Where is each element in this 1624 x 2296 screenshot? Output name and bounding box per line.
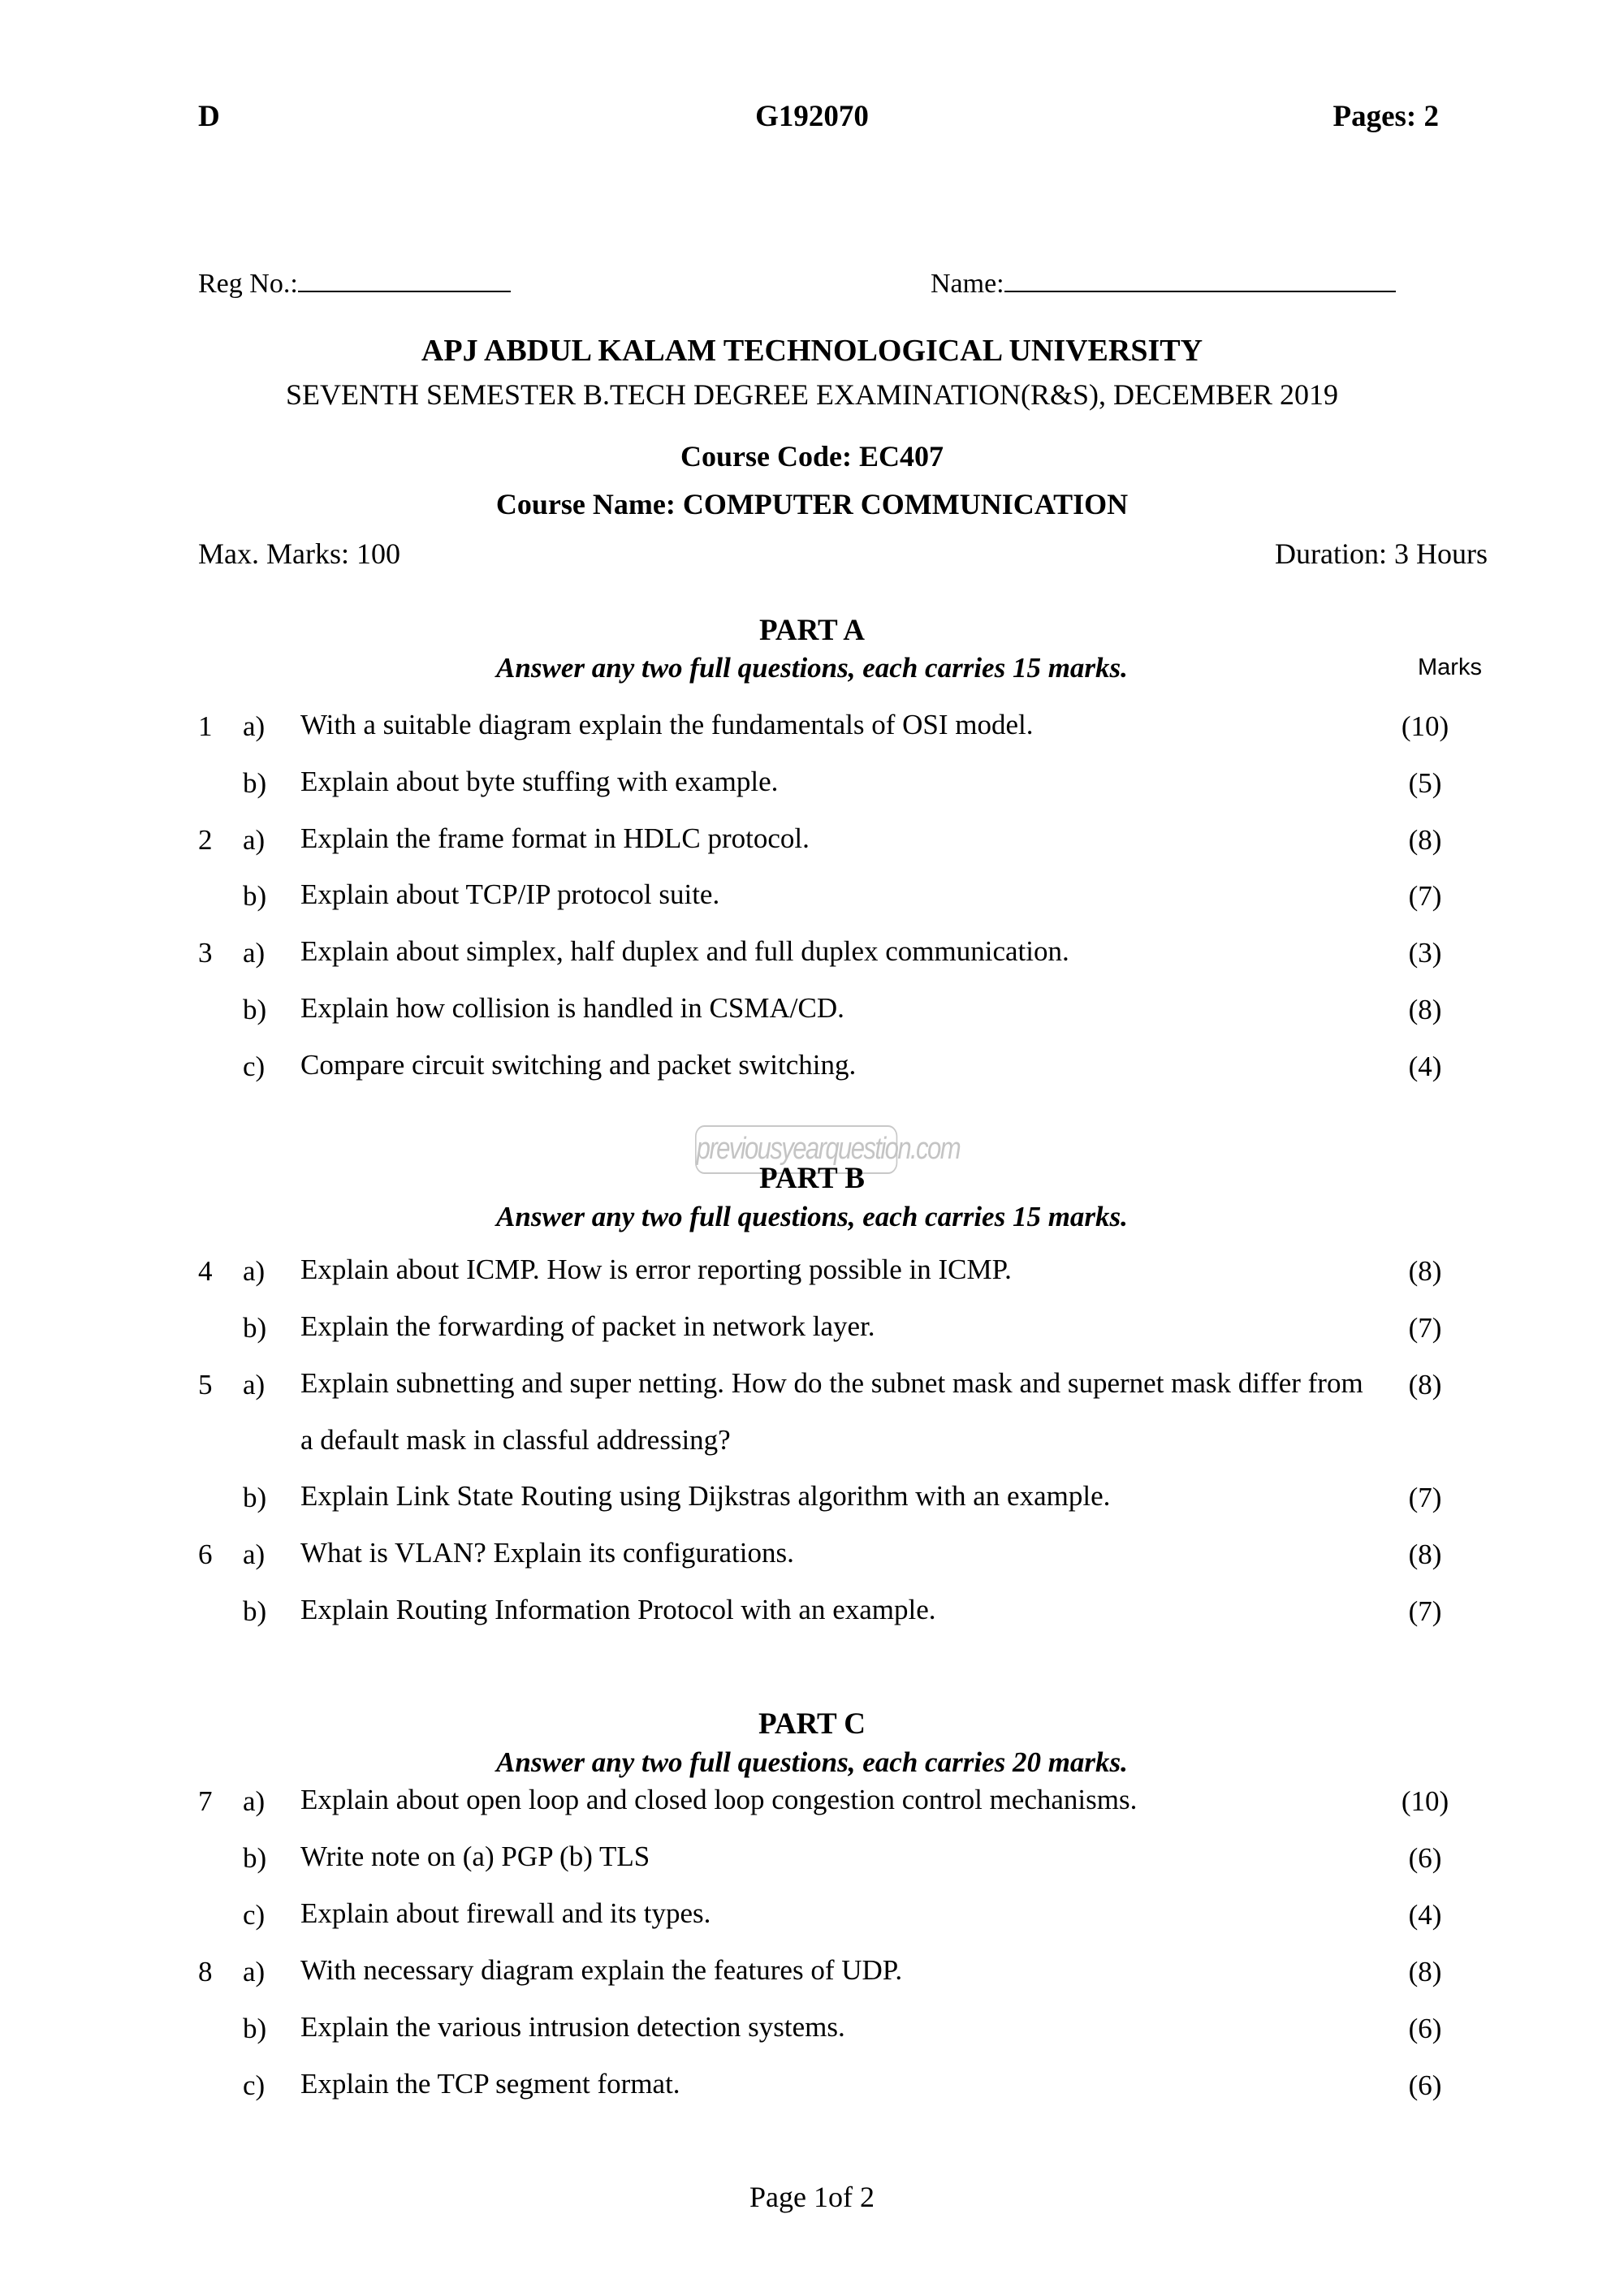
sub-question-label: a) (243, 1539, 266, 1570)
question-number: 2 (198, 824, 213, 856)
sub-question-label: a) (243, 937, 266, 969)
part-c-instruction: Answer any two full questions, each carries 20 marks. (496, 1746, 1128, 1778)
question-text: Explain subnetting and super netting. How do the subnet mask and supernet mask differ from a default mask in classful addressing? (300, 1367, 1363, 1456)
question-text: Explain Routing Information Protocol with an example. (300, 1594, 936, 1625)
question-text: Explain about simplex, half duplex and full duplex communication. (300, 935, 1069, 967)
question-number: 3 (198, 937, 213, 969)
question-number: 7 (198, 1785, 213, 1817)
part-b-title: PART B (759, 1162, 865, 1195)
question-text: What is VLAN? Explain its configurations. (300, 1537, 794, 1569)
question-marks: (4) (1408, 1051, 1442, 1082)
part-a-instruction: Answer any two full questions, each carries 15 marks. (496, 652, 1128, 684)
sub-question-label: b) (243, 1482, 267, 1513)
question-marks: (8) (1408, 994, 1442, 1025)
sub-question-label: b) (243, 767, 267, 799)
question-text: Explain how collision is handled in CSMA/CD. (300, 992, 844, 1024)
question-text: Explain Link State Routing using Dijkstras algorithm with an example. (300, 1480, 1111, 1512)
name-label: Name: (931, 269, 1004, 299)
sub-question-label: b) (243, 1312, 267, 1344)
course-name: Course Name: COMPUTER COMMUNICATION (495, 488, 1129, 520)
question-text: With necessary diagram explain the features of UDP. (300, 1954, 903, 1986)
question-marks: (10) (1401, 710, 1449, 742)
question-marks: (8) (1408, 1369, 1442, 1400)
question-text: Explain about byte stuffing with example. (300, 766, 779, 797)
name-blank (1004, 266, 1396, 292)
header-paper-id: G192070 (755, 100, 869, 133)
course-code: Course Code: EC407 (680, 440, 944, 473)
question-number: 6 (198, 1539, 213, 1570)
sub-question-label: a) (243, 1956, 266, 1987)
max-marks: Max. Marks: 100 (198, 537, 400, 570)
question-marks: (4) (1408, 1899, 1442, 1931)
question-number: 1 (198, 710, 213, 742)
question-text: With a suitable diagram explain the fundamentals of OSI model. (300, 709, 1034, 740)
question-marks: (8) (1408, 824, 1442, 856)
part-c-title: PART C (758, 1707, 866, 1741)
question-text: Compare circuit switching and packet switching. (300, 1049, 857, 1081)
sub-question-label: c) (243, 1051, 266, 1082)
duration: Duration: 3 Hours (1275, 537, 1488, 570)
question-marks: (7) (1408, 1595, 1442, 1627)
sub-question-label: a) (243, 824, 266, 856)
question-text: Explain about firewall and its types. (300, 1897, 711, 1929)
question-marks: (10) (1401, 1785, 1449, 1817)
question-text: Explain the forwarding of packet in network layer. (300, 1310, 875, 1342)
header-series-code: D (198, 100, 220, 133)
reg-no-label: Reg No.: (198, 269, 298, 299)
question-marks: (7) (1408, 1482, 1442, 1513)
sub-question-label: a) (243, 1369, 266, 1400)
sub-question-label: b) (243, 1842, 267, 1874)
question-text: Explain the various intrusion detection systems. (300, 2011, 845, 2043)
question-marks: (6) (1408, 1842, 1442, 1874)
reg-no-blank (298, 266, 511, 292)
question-text: Explain the TCP segment format. (300, 2068, 680, 2100)
sub-question-label: b) (243, 880, 267, 912)
sub-question-label: c) (243, 1899, 266, 1931)
sub-question-label: a) (243, 1255, 266, 1287)
question-text: Explain the frame format in HDLC protocol. (300, 822, 810, 854)
question-marks: (6) (1408, 2069, 1442, 2101)
question-text: Explain about TCP/IP protocol suite. (300, 878, 720, 910)
marks-column-header: Marks (1418, 654, 1482, 680)
question-number: 5 (198, 1369, 213, 1400)
question-marks: (8) (1408, 1255, 1442, 1287)
question-text: Explain about open loop and closed loop congestion control mechanisms. (300, 1784, 1138, 1815)
part-b-instruction: Answer any two full questions, each carries 15 marks. (496, 1201, 1128, 1232)
question-marks: (7) (1408, 1312, 1442, 1344)
watermark-logo: previousyearquestion.com (695, 1125, 897, 1174)
page-footer: Page 1of 2 (749, 2181, 875, 2213)
question-marks: (8) (1408, 1956, 1442, 1987)
sub-question-label: b) (243, 994, 267, 1025)
reg-no-field (198, 266, 511, 300)
sub-question-label: a) (243, 1785, 266, 1817)
university-title: APJ ABDUL KALAM TECHNOLOGICAL UNIVERSITY (421, 334, 1203, 368)
question-marks: (6) (1408, 2013, 1442, 2044)
sub-question-label: a) (243, 710, 266, 742)
exam-title: SEVENTH SEMESTER B.TECH DEGREE EXAMINATION(R&S), DECEMBER 2019 (286, 378, 1338, 411)
sub-question-label: b) (243, 1595, 267, 1627)
question-number: 8 (198, 1956, 213, 1987)
sub-question-label: c) (243, 2069, 266, 2101)
question-text: Write note on (a) PGP (b) TLS (300, 1841, 650, 1872)
question-marks: (3) (1408, 937, 1442, 969)
question-number: 4 (198, 1255, 213, 1287)
name-field (931, 266, 1396, 300)
header-page-count: Pages: 2 (1332, 100, 1439, 133)
part-a-title: PART A (759, 614, 865, 647)
question-text: Explain about ICMP. How is error reporting possible in ICMP. (300, 1254, 1012, 1285)
question-marks: (8) (1408, 1539, 1442, 1570)
question-marks: (7) (1408, 880, 1442, 912)
sub-question-label: b) (243, 2013, 267, 2044)
question-marks: (5) (1408, 767, 1442, 799)
